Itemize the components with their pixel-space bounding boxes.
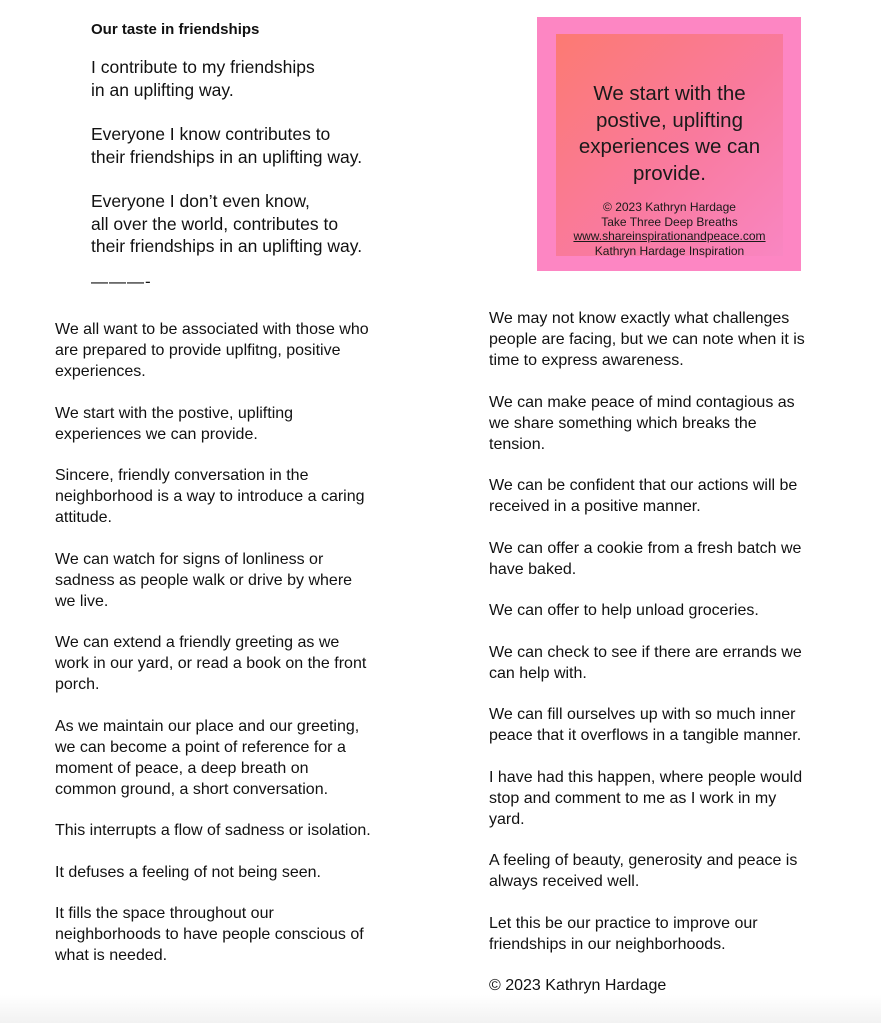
paragraph: We can watch for signs of lonliness or sadness as people walk or drive by where we live. — [55, 550, 353, 610]
paragraph: We may not know exactly what challenges people are facing, but we can note when it is time to express awareness. — [489, 310, 805, 369]
left-column — [55, 319, 427, 987]
quote-card-copyright: © 2023 Kathryn Hardage — [603, 200, 736, 214]
paragraph: We can extend a friendly greeting as we work in our yard, or read a book on the front porch. — [55, 634, 367, 693]
paragraph: A feeling of beauty, generosity and peace is always received well. — [489, 852, 798, 890]
quote-card-text: We start with the postive, uplifting experiences we can provide. — [578, 82, 761, 185]
paragraph: We can make peace of mind contagious as we share something which breaks the tension. — [489, 393, 795, 453]
page-bottom-shade — [0, 995, 881, 1023]
quote-card-brand: Kathryn Hardage Inspiration — [594, 243, 745, 258]
quote-card-inner — [556, 34, 783, 256]
paragraph: I have had this happen, where people would stop and comment to me as I work in my yard. — [489, 768, 803, 828]
paragraph: It fills the space throughout our neighborhoods to have people conscious of what is needed. — [55, 905, 364, 964]
paragraph: As we maintain our place and our greeting, we can become a point of reference for a moment of peace, a deep breath on common ground, a short conversation. — [55, 717, 360, 798]
copyright-line: © 2023 Kathryn Hardage — [489, 977, 667, 994]
quote-card-credits — [556, 200, 783, 258]
paragraph: We all want to be associated with those who are prepared to provide uplfitng, positive experiences. — [55, 321, 369, 380]
paragraph: It defuses a feeling of not being seen. — [55, 863, 321, 881]
section-divider: ———- — [91, 272, 152, 291]
affirmation-text: Everyone I know contributes to their friendships in an uplifting way. — [91, 124, 363, 167]
paragraph: We can offer to help unload groceries. — [489, 602, 759, 619]
affirmation-text: I contribute to my friendships in an uplifting way. — [91, 57, 315, 100]
page-title: Our taste in friendships — [91, 21, 260, 38]
paragraph: Sincere, friendly conversation in the neighborhood is a way to introduce a caring attitude. — [55, 467, 365, 526]
paragraph: We can check to see if there are errands we can help with. — [489, 643, 802, 682]
paragraph: We can fill ourselves up with so much inner peace that it overflows in a tangible manner. — [489, 706, 802, 744]
paragraph: This interrupts a flow of sadness or isolation. — [55, 822, 371, 839]
paragraph: We can be confident that our actions will be received in a positive manner. — [489, 477, 798, 515]
right-column — [489, 308, 869, 1017]
affirmations-block — [91, 56, 511, 280]
quote-card-website: www.shareinspirationandpeace.com — [573, 229, 766, 243]
paragraph: Let this be our practice to improve our friendships in our neighborhoods. — [489, 914, 758, 953]
quote-card-image — [537, 17, 801, 271]
affirmation-text: Everyone I don’t even know, all over the world, contributes to their friendships in an uplifting way. — [91, 191, 363, 256]
paragraph: We start with the postive, uplifting experiences we can provide. — [55, 404, 294, 443]
paragraph: We can offer a cookie from a fresh batch we have baked. — [489, 539, 802, 578]
quote-card-series: Take Three Deep Breaths — [601, 214, 738, 229]
